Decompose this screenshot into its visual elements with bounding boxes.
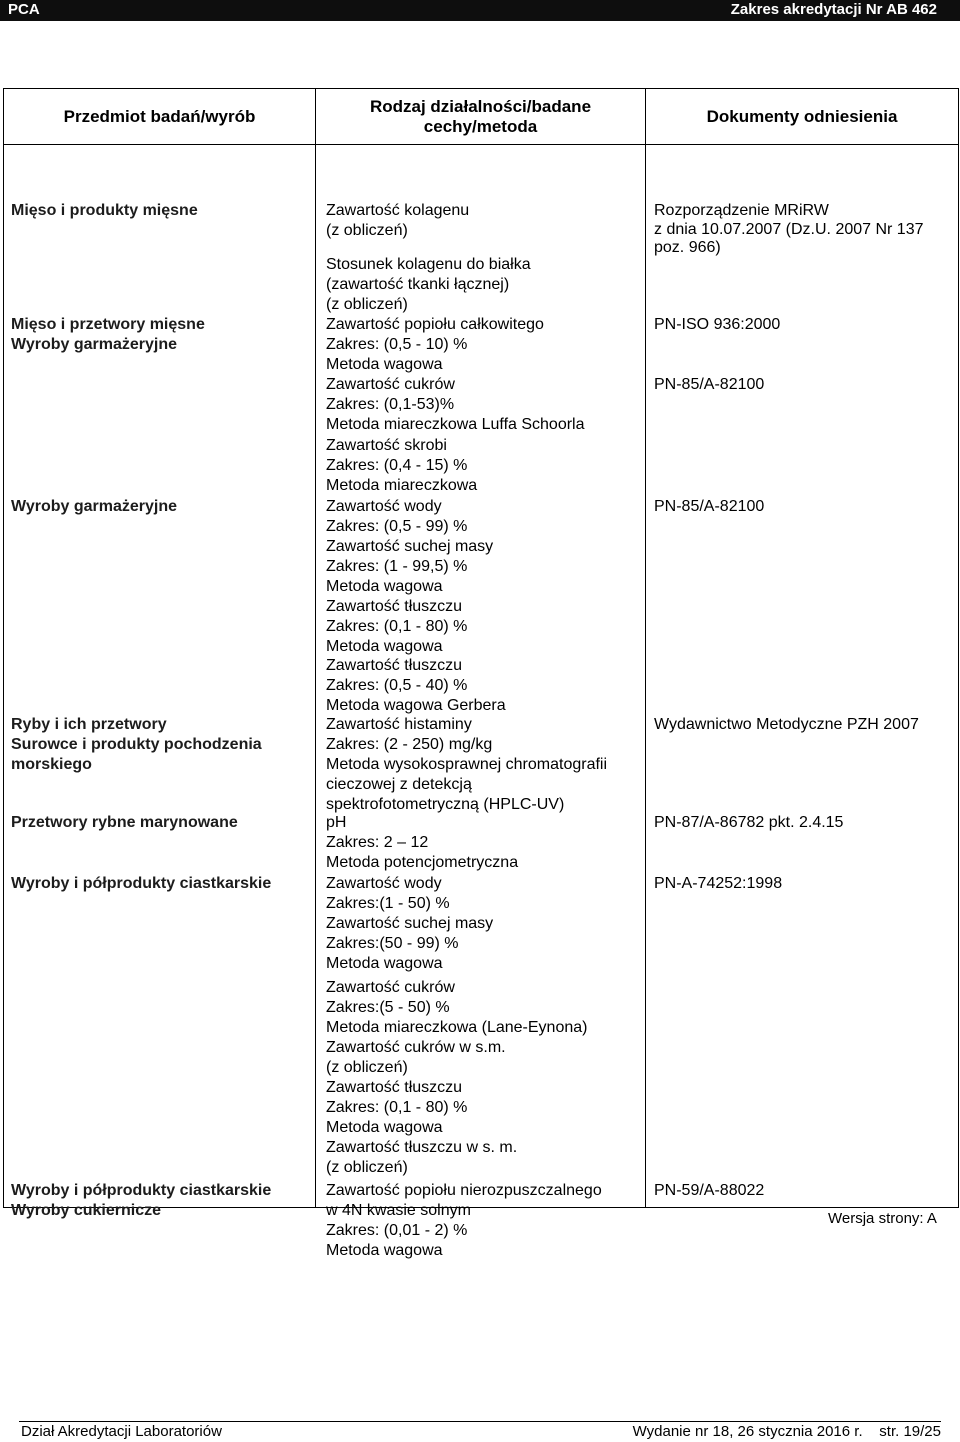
activity-3-line-1: Zawartość popiołu całkowitego — [326, 316, 544, 333]
subject-7-line-1: Wyroby i półprodukty ciastkarskie — [11, 1182, 272, 1199]
subject-4 — [4, 715, 315, 775]
activity-9-line-2: Zakres: (2 - 250) mg/kg — [326, 736, 493, 753]
document-1-line-2: z dnia 10.07.2007 (Dz.U. 2007 Nr 137 — [654, 221, 924, 238]
document-5-line: Wydawnictwo Metodyczne PZH 2007 — [654, 716, 919, 733]
header-activity — [316, 89, 646, 145]
header-documents: Dokumenty odniesienia — [646, 89, 959, 145]
document-7 — [646, 874, 958, 894]
activity-9-line-3: Metoda wysokosprawnej chromatografii — [326, 756, 608, 773]
activity-3-line-2: Zakres: (0,5 - 10) % — [326, 336, 468, 353]
activity-7-line-3: Metoda wagowa — [326, 638, 443, 655]
activity-4-line-3: Metoda miareczkowa Luffa Schoorla — [326, 416, 585, 433]
document-1-line-3: poz. 966) — [654, 239, 721, 256]
activity-7-line-1: Zawartość tłuszczu — [326, 598, 463, 615]
subject-6 — [4, 874, 315, 894]
activity-12-line-3: Metoda miareczkowa (Lane-Eynona) — [326, 1019, 588, 1036]
document-7-line: PN-A-74252:1998 — [654, 875, 783, 892]
subject-1-line: Mięso i produkty mięsne — [11, 202, 198, 219]
activity-4-line-1: Zawartość cukrów — [326, 376, 455, 393]
subject-cell — [4, 145, 315, 1219]
activity-11-line-3: Zawartość suchej masy — [326, 915, 494, 932]
activity-1-line-1: Zawartość kolagenu — [326, 202, 470, 219]
activity-6-line-1: Zawartość wody — [326, 498, 442, 515]
activity-11-line-4: Zakres:(50 - 99) % — [326, 935, 459, 952]
activity-12-line-6: Zawartość tłuszczu — [326, 1079, 463, 1096]
document-4 — [646, 497, 958, 517]
activity-8-line-1: Zawartość tłuszczu — [326, 657, 463, 674]
activity-6-line-4: Zakres: (1 - 99,5) % — [326, 558, 468, 575]
activity-cell — [316, 145, 645, 1259]
subject-6-line: Wyroby i półprodukty ciastkarskie — [11, 875, 272, 892]
activity-column — [316, 145, 646, 1259]
activity-5 — [316, 436, 645, 496]
table-header-row — [4, 89, 959, 145]
footer-edition: Wydanie nr 18, 26 stycznia 2016 r. str. 19/25 — [632, 1423, 941, 1440]
document-4-line: PN-85/A-82100 — [654, 498, 765, 515]
activity-9-line-4: cieczowej z detekcją — [326, 776, 472, 793]
activity-7 — [316, 597, 645, 657]
activity-6-line-3: Zawartość suchej masy — [326, 538, 494, 555]
activity-12-line-7: Zakres: (0,1 - 80) % — [326, 1099, 468, 1116]
activity-11-line-1: Zawartość wody — [326, 875, 442, 892]
activity-6-line-2: Zakres: (0,5 - 99) % — [326, 518, 468, 535]
document-2 — [646, 315, 958, 335]
subject-3-line: Wyroby garmażeryjne — [11, 498, 177, 515]
activity-12-line-5: (z obliczeń) — [326, 1059, 408, 1076]
activity-9 — [316, 715, 645, 815]
header-org: PCA — [8, 1, 40, 18]
subject-2 — [4, 315, 315, 355]
activity-11 — [316, 874, 645, 974]
activity-9-line-1: Zawartość histaminy — [326, 716, 472, 733]
activity-2-line-3: (z obliczeń) — [326, 296, 408, 313]
activity-2-line-1: Stosunek kolagenu do białka — [326, 256, 531, 273]
document-3-line: PN-85/A-82100 — [654, 376, 765, 393]
activity-2 — [316, 255, 645, 315]
activity-2-line-2: (zawartość tkanki łącznej) — [326, 276, 510, 293]
document-8-line: PN-59/A-88022 — [654, 1182, 765, 1199]
activity-10-line-1: pH — [326, 814, 347, 831]
footer-divider — [19, 1421, 941, 1422]
activity-3-line-3: Metoda wagowa — [326, 356, 443, 373]
activity-8-line-3: Metoda wagowa Gerbera — [326, 697, 506, 714]
activity-5-line-3: Metoda miareczkowa — [326, 477, 478, 494]
activity-6 — [316, 497, 645, 597]
page-version: Wersja strony: A — [828, 1210, 937, 1227]
table-row — [4, 145, 959, 1208]
activity-10-line-2: Zakres: 2 – 12 — [326, 834, 429, 851]
document-1 — [646, 201, 958, 257]
footer-department: Dział Akredytacji Laboratoriów — [21, 1423, 222, 1440]
activity-3 — [316, 315, 645, 375]
activity-5-line-2: Zakres: (0,4 - 15) % — [326, 457, 468, 474]
activity-9-line-5: spektrofotometryczną (HPLC-UV) — [326, 796, 565, 813]
activity-8-line-2: Zakres: (0,5 - 40) % — [326, 677, 468, 694]
activity-10-line-3: Metoda potencjometryczna — [326, 854, 519, 871]
header-title: Zakres akredytacji Nr AB 462 — [730, 1, 937, 18]
documents-column — [646, 145, 959, 1208]
subject-4-line-3: morskiego — [11, 756, 92, 773]
subject-4-line-2: Surowce i produkty pochodzenia — [11, 736, 262, 753]
activity-12 — [316, 978, 645, 1178]
subject-column — [4, 145, 316, 1219]
activity-12-line-2: Zakres:(5 - 50) % — [326, 999, 450, 1016]
document-8 — [646, 1181, 958, 1201]
subject-7-line-2: Wyroby cukiernicze — [11, 1202, 161, 1219]
activity-13 — [316, 1181, 645, 1261]
activity-6-line-5: Metoda wagowa — [326, 578, 443, 595]
document-2-line: PN-ISO 936:2000 — [654, 316, 781, 333]
activity-12-line-10: (z obliczeń) — [326, 1159, 408, 1176]
activity-13-line-3: Zakres: (0,01 - 2) % — [326, 1222, 468, 1239]
activity-12-line-4: Zawartość cukrów w s.m. — [326, 1039, 506, 1056]
document-3 — [646, 375, 958, 395]
subject-5 — [4, 813, 315, 833]
document-1-line-1: Rozporządzenie MRiRW — [654, 202, 829, 219]
document-5 — [646, 715, 958, 735]
document-6 — [646, 813, 958, 833]
activity-5-line-1: Zawartość skrobi — [326, 437, 447, 454]
activity-1 — [316, 201, 645, 241]
activity-4 — [316, 375, 645, 435]
activity-8 — [316, 656, 645, 716]
header-subject: Przedmiot badań/wyrób — [4, 89, 316, 145]
documents-cell — [646, 145, 958, 1207]
activity-11-line-5: Metoda wagowa — [326, 955, 443, 972]
subject-1 — [4, 201, 315, 221]
activity-12-line-9: Zawartość tłuszczu w s. m. — [326, 1139, 518, 1156]
subject-2-line-2: Wyroby garmażeryjne — [11, 336, 177, 353]
subject-5-line: Przetwory rybne marynowane — [11, 814, 238, 831]
activity-12-line-8: Metoda wagowa — [326, 1119, 443, 1136]
activity-10 — [316, 813, 645, 873]
activity-1-line-2: (z obliczeń) — [326, 222, 408, 239]
activity-4-line-2: Zakres: (0,1-53)% — [326, 396, 455, 413]
document-6-line: PN-87/A-86782 pkt. 2.4.15 — [654, 814, 844, 831]
activity-13-line-4: Metoda wagowa — [326, 1242, 443, 1259]
activity-12-line-1: Zawartość cukrów — [326, 979, 455, 996]
subject-4-line-1: Ryby i ich przetwory — [11, 716, 167, 733]
activity-7-line-2: Zakres: (0,1 - 80) % — [326, 618, 468, 635]
activity-13-line-1: Zawartość popiołu nierozpuszczalnego — [326, 1182, 602, 1199]
subject-3 — [4, 497, 315, 517]
subject-7 — [4, 1181, 315, 1221]
activity-11-line-2: Zakres:(1 - 50) % — [326, 895, 450, 912]
activity-13-line-2: w 4N kwasie solnym — [326, 1202, 471, 1219]
header-activity-text: Rodzaj działalności/badane cechy/metoda — [369, 96, 592, 136]
subject-2-line-1: Mięso i przetwory mięsne — [11, 316, 205, 333]
page-header-bar — [0, 0, 960, 21]
